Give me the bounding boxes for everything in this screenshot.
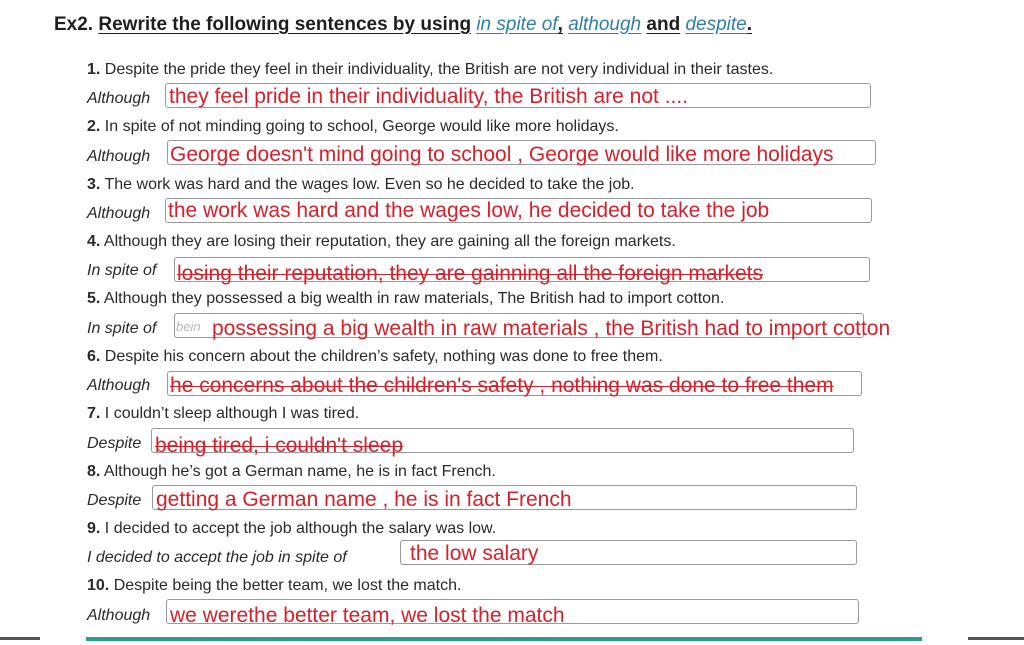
answer-10-handwritten: we werethe better team, we lost the match (170, 604, 565, 627)
question-text: Although they possessed a big wealth in raw materials, The British had to import cotton. (103, 290, 725, 307)
keyword-although: although (568, 14, 642, 35)
page-edge-left (0, 637, 40, 640)
answer-6-lead: Although (87, 377, 151, 394)
question-number: 9. (87, 520, 101, 537)
question-number: 10. (87, 577, 110, 594)
question-number: 4. (87, 233, 101, 250)
question-number: 5. (87, 290, 101, 307)
question-number: 1. (87, 61, 101, 78)
exercise-title (54, 14, 752, 36)
question-5 (87, 290, 724, 308)
instruction-text: Rewrite the following sentences by using (98, 14, 472, 35)
question-text: I decided to accept the job although the salary was low. (104, 520, 497, 537)
question-9 (87, 520, 496, 538)
question-6 (87, 348, 663, 366)
answer-2-lead: Although (87, 148, 151, 165)
answer-6-handwritten: he concerns about the children's safety , nothing was done to free them (170, 374, 834, 397)
answer-8-handwritten: getting a German name , he is in fact French (156, 488, 572, 511)
answer-8-lead: Despite (87, 492, 142, 509)
question-number: 6. (87, 348, 101, 365)
answer-3-lead: Although (87, 205, 151, 222)
page-edge-right (968, 637, 1024, 640)
question-8 (87, 463, 496, 481)
question-text: I couldn’t sleep although I was tired. (104, 405, 360, 422)
question-3 (87, 176, 635, 194)
answer-9-lead: I decided to accept the job in spite of (87, 549, 347, 566)
answer-10-lead: Although (87, 607, 151, 624)
keyword-in-spite-of: in spite of (476, 14, 558, 35)
answer-2-handwritten: George doesn't mind going to school , George would like more holidays (170, 143, 834, 166)
answer-5-field-ghost-text: bein (176, 319, 201, 334)
keyword-despite: despite (685, 14, 747, 35)
question-text: In spite of not minding going to school, George would like more holidays. (104, 118, 619, 135)
answer-7-lead: Despite (87, 435, 142, 452)
answer-4-lead: In spite of (87, 262, 157, 279)
question-number: 2. (87, 118, 101, 135)
answer-5-lead: In spite of (87, 320, 157, 337)
question-text: Despite the pride they feel in their individuality, the British are not very individual in their tastes. (104, 61, 774, 78)
question-4 (87, 233, 676, 251)
title-and: and (646, 14, 681, 35)
answer-9-handwritten: the low salary (410, 542, 539, 565)
exercise-number: Ex2. (54, 14, 94, 35)
answer-4-handwritten: losing their reputation, they are gainning all the foreign markets (177, 262, 764, 285)
question-text: Despite being the better team, we lost the match. (113, 577, 462, 594)
answer-1-handwritten: they feel pride in their individuality, the British are not .... (169, 85, 689, 108)
question-text: Although they are losing their reputation, they are gaining all the foreign markets. (103, 233, 676, 250)
question-number: 3. (87, 176, 101, 193)
answer-7-handwritten: being tired, i couldn't sleep (155, 434, 404, 457)
answer-1-lead: Although (87, 90, 151, 107)
question-number: 7. (87, 405, 101, 422)
answer-3-handwritten: the work was hard and the wages low, he decided to take the job (168, 199, 770, 222)
question-10 (87, 577, 461, 595)
question-7 (87, 405, 359, 423)
question-1 (87, 61, 773, 79)
title-comma: , (557, 14, 563, 35)
footer-rule (86, 637, 922, 641)
question-text: The work was hard and the wages low. Even so he decided to take the job. (104, 176, 635, 193)
question-text: Although he’s got a German name, he is in fact French. (103, 463, 496, 480)
question-text: Despite his concern about the children’s safety, nothing was done to free them. (104, 348, 663, 365)
answer-5-handwritten: possessing a big wealth in raw materials , the British had to import cotton (212, 317, 891, 340)
question-2 (87, 118, 619, 136)
question-number: 8. (87, 463, 101, 480)
title-period: . (746, 14, 753, 35)
